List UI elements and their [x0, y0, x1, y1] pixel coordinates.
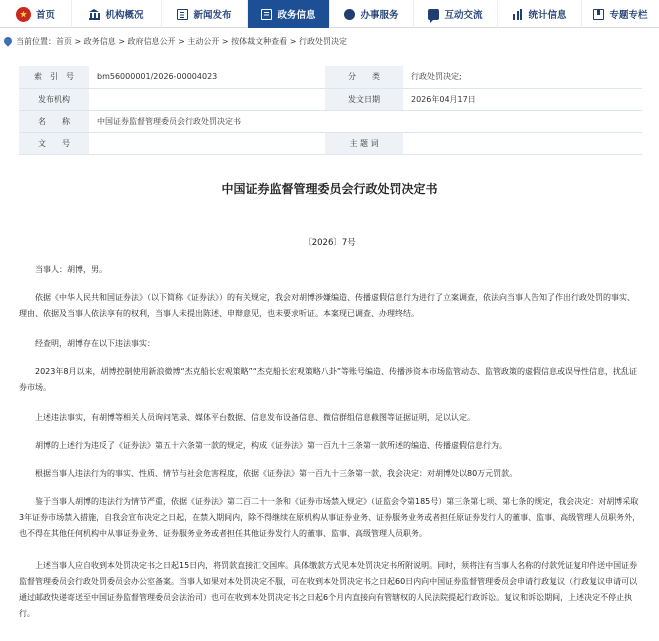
nav-services[interactable] [330, 0, 414, 28]
category-value: 行政处罚决定; [403, 66, 642, 88]
nav-interaction-label: 互动交流 [444, 10, 483, 21]
top-navigation [0, 0, 659, 28]
breadcrumb-prefix: 当前位置： [16, 36, 56, 46]
nav-organization-label: 机构概况 [105, 10, 144, 21]
nav-gov-info[interactable] [248, 0, 330, 28]
paragraph-facts: 2023年8月以来，胡博控制使用新浪微博“杰克船长宏观策略”“杰克船长宏观策略八卦”等账号编造、传播涉资本市场监管动态、监管政策的虚假信息或误导性信息，扰乱证券市场。 [19, 367, 638, 392]
building-icon [89, 9, 100, 20]
nav-topics[interactable] [582, 0, 659, 28]
location-pin-icon [2, 35, 13, 46]
table-row [19, 88, 642, 110]
subject-value [403, 132, 642, 154]
document-title: 中国证券监督管理委员会行政处罚决定书 [221, 182, 438, 196]
document-number: 〔2026〕7号 [303, 238, 356, 248]
breadcrumb-path[interactable]: 首页 > 政务信息 > 政府信息公开 > 主动公开 > 按体裁文种查看 > 行政处罚决定 [56, 36, 347, 46]
nav-statistics[interactable] [498, 0, 582, 28]
nav-interaction[interactable] [414, 0, 498, 28]
paragraph-findings-heading: 经查明，胡博存在以下违法事实： [35, 339, 155, 348]
publisher-label: 发布机构 [19, 88, 89, 110]
nav-organization[interactable] [72, 0, 162, 28]
nav-home-label: 首页 [35, 10, 55, 21]
paragraph-payment-appeal: 上述当事人应自收到本处罚决定书之日起15日内，将罚款直接汇交国库。具体缴款方式见本处罚决定书所附说明。同时，须将注有当事人名称的付款凭证复印件送中国证券监督管理委员会行政处罚委员会办公室备案。当事人如果对本处罚决定不服，可在收到本处罚决定书之日起60日内向中国证券监督管理委员会申请行政复议（行政复议申请可以通过邮政快递寄送至中国证券监督管理委员会法治司）也可在收到本处罚决定书之日起6个月内直接向有管辖权的人民法院提起行政诉讼。复议和诉讼期间，上述决定不停止执行。 [19, 561, 638, 618]
date-value: 2026年04月17日 [403, 88, 642, 110]
publisher-value [89, 88, 325, 110]
paragraph-party: 当事人：胡博，男。 [35, 265, 107, 274]
name-label: 名 称 [19, 110, 89, 132]
index-label: 索 引 号 [19, 66, 89, 88]
user-icon [344, 9, 355, 20]
table-row [19, 132, 642, 154]
paragraph-penalty: 根据当事人违法行为的事实、性质、情节与社会危害程度，依据《证券法》第一百九十三条第一款，我会决定：对胡博处以80万元罚款。 [35, 469, 518, 478]
docno-value [89, 132, 325, 154]
category-label: 分 类 [325, 66, 403, 88]
bar-chart-icon [512, 9, 523, 20]
news-icon [177, 9, 188, 20]
emblem-logo-icon [16, 7, 31, 22]
chat-icon [428, 9, 439, 20]
nav-statistics-label: 统计信息 [528, 10, 567, 21]
table-row [19, 110, 642, 132]
breadcrumb [0, 30, 659, 52]
docno-label: 文 号 [19, 132, 89, 154]
paragraph-evidence: 上述违法事实，有胡博等相关人员询问笔录、媒体平台数据、信息发布设备信息、微信群组信息截图等证据证明，足以认定。 [35, 413, 475, 422]
nav-home[interactable] [0, 0, 72, 28]
nav-news[interactable] [162, 0, 248, 28]
document-metadata-table [19, 66, 642, 155]
nav-news-label: 新闻发布 [193, 10, 232, 21]
bookmark-icon [593, 9, 604, 20]
index-value: bm56000001/2026-00004023 [89, 66, 325, 88]
nav-topics-label: 专题专栏 [609, 10, 648, 21]
paragraph-violation: 胡博的上述行为违反了《证券法》第五十六条第一款的规定，构成《证券法》第一百九十三条第一款所述的编造、传播虚假信息行为。 [35, 441, 507, 450]
nav-gov-info-label: 政务信息 [277, 10, 316, 21]
table-row [19, 66, 642, 88]
nav-services-label: 办事服务 [360, 10, 399, 21]
document-icon [261, 9, 272, 20]
date-label: 发文日期 [325, 88, 403, 110]
paragraph-market-ban: 鉴于当事人胡博的违法行为情节严重，依据《证券法》第二百二十一条和《证券市场禁入规定》（证监会令第185号）第三条第七项、第七条的规定，我会决定：对胡博采取3年证券市场禁入措施，自我会宣布决定之日起，在禁入期间内，除不得继续在原机构从事证券业务、证券服务业务或者担任原证券发行人的董事、监事、高级管理人员职务外，也不得在其他任何机构中从事证券业务、证券服务业务或者担任其他证券发行人的董事、监事、高级管理人员职务。 [19, 497, 641, 538]
name-value: 中国证券监督管理委员会行政处罚决定书 [89, 110, 642, 132]
subject-label: 主 题 词 [325, 132, 403, 154]
paragraph-intro: 依据《中华人民共和国证券法》（以下简称《证券法》）的有关规定，我会对胡博涉嫌编造、传播虚假信息行为进行了立案调查，依法向当事人告知了作出行政处罚的事实、理由、依据及当事人依法享有的权利，当事人未提出陈述、申辩意见，也未要求听证。本案现已调查、办理终结。 [19, 293, 635, 318]
